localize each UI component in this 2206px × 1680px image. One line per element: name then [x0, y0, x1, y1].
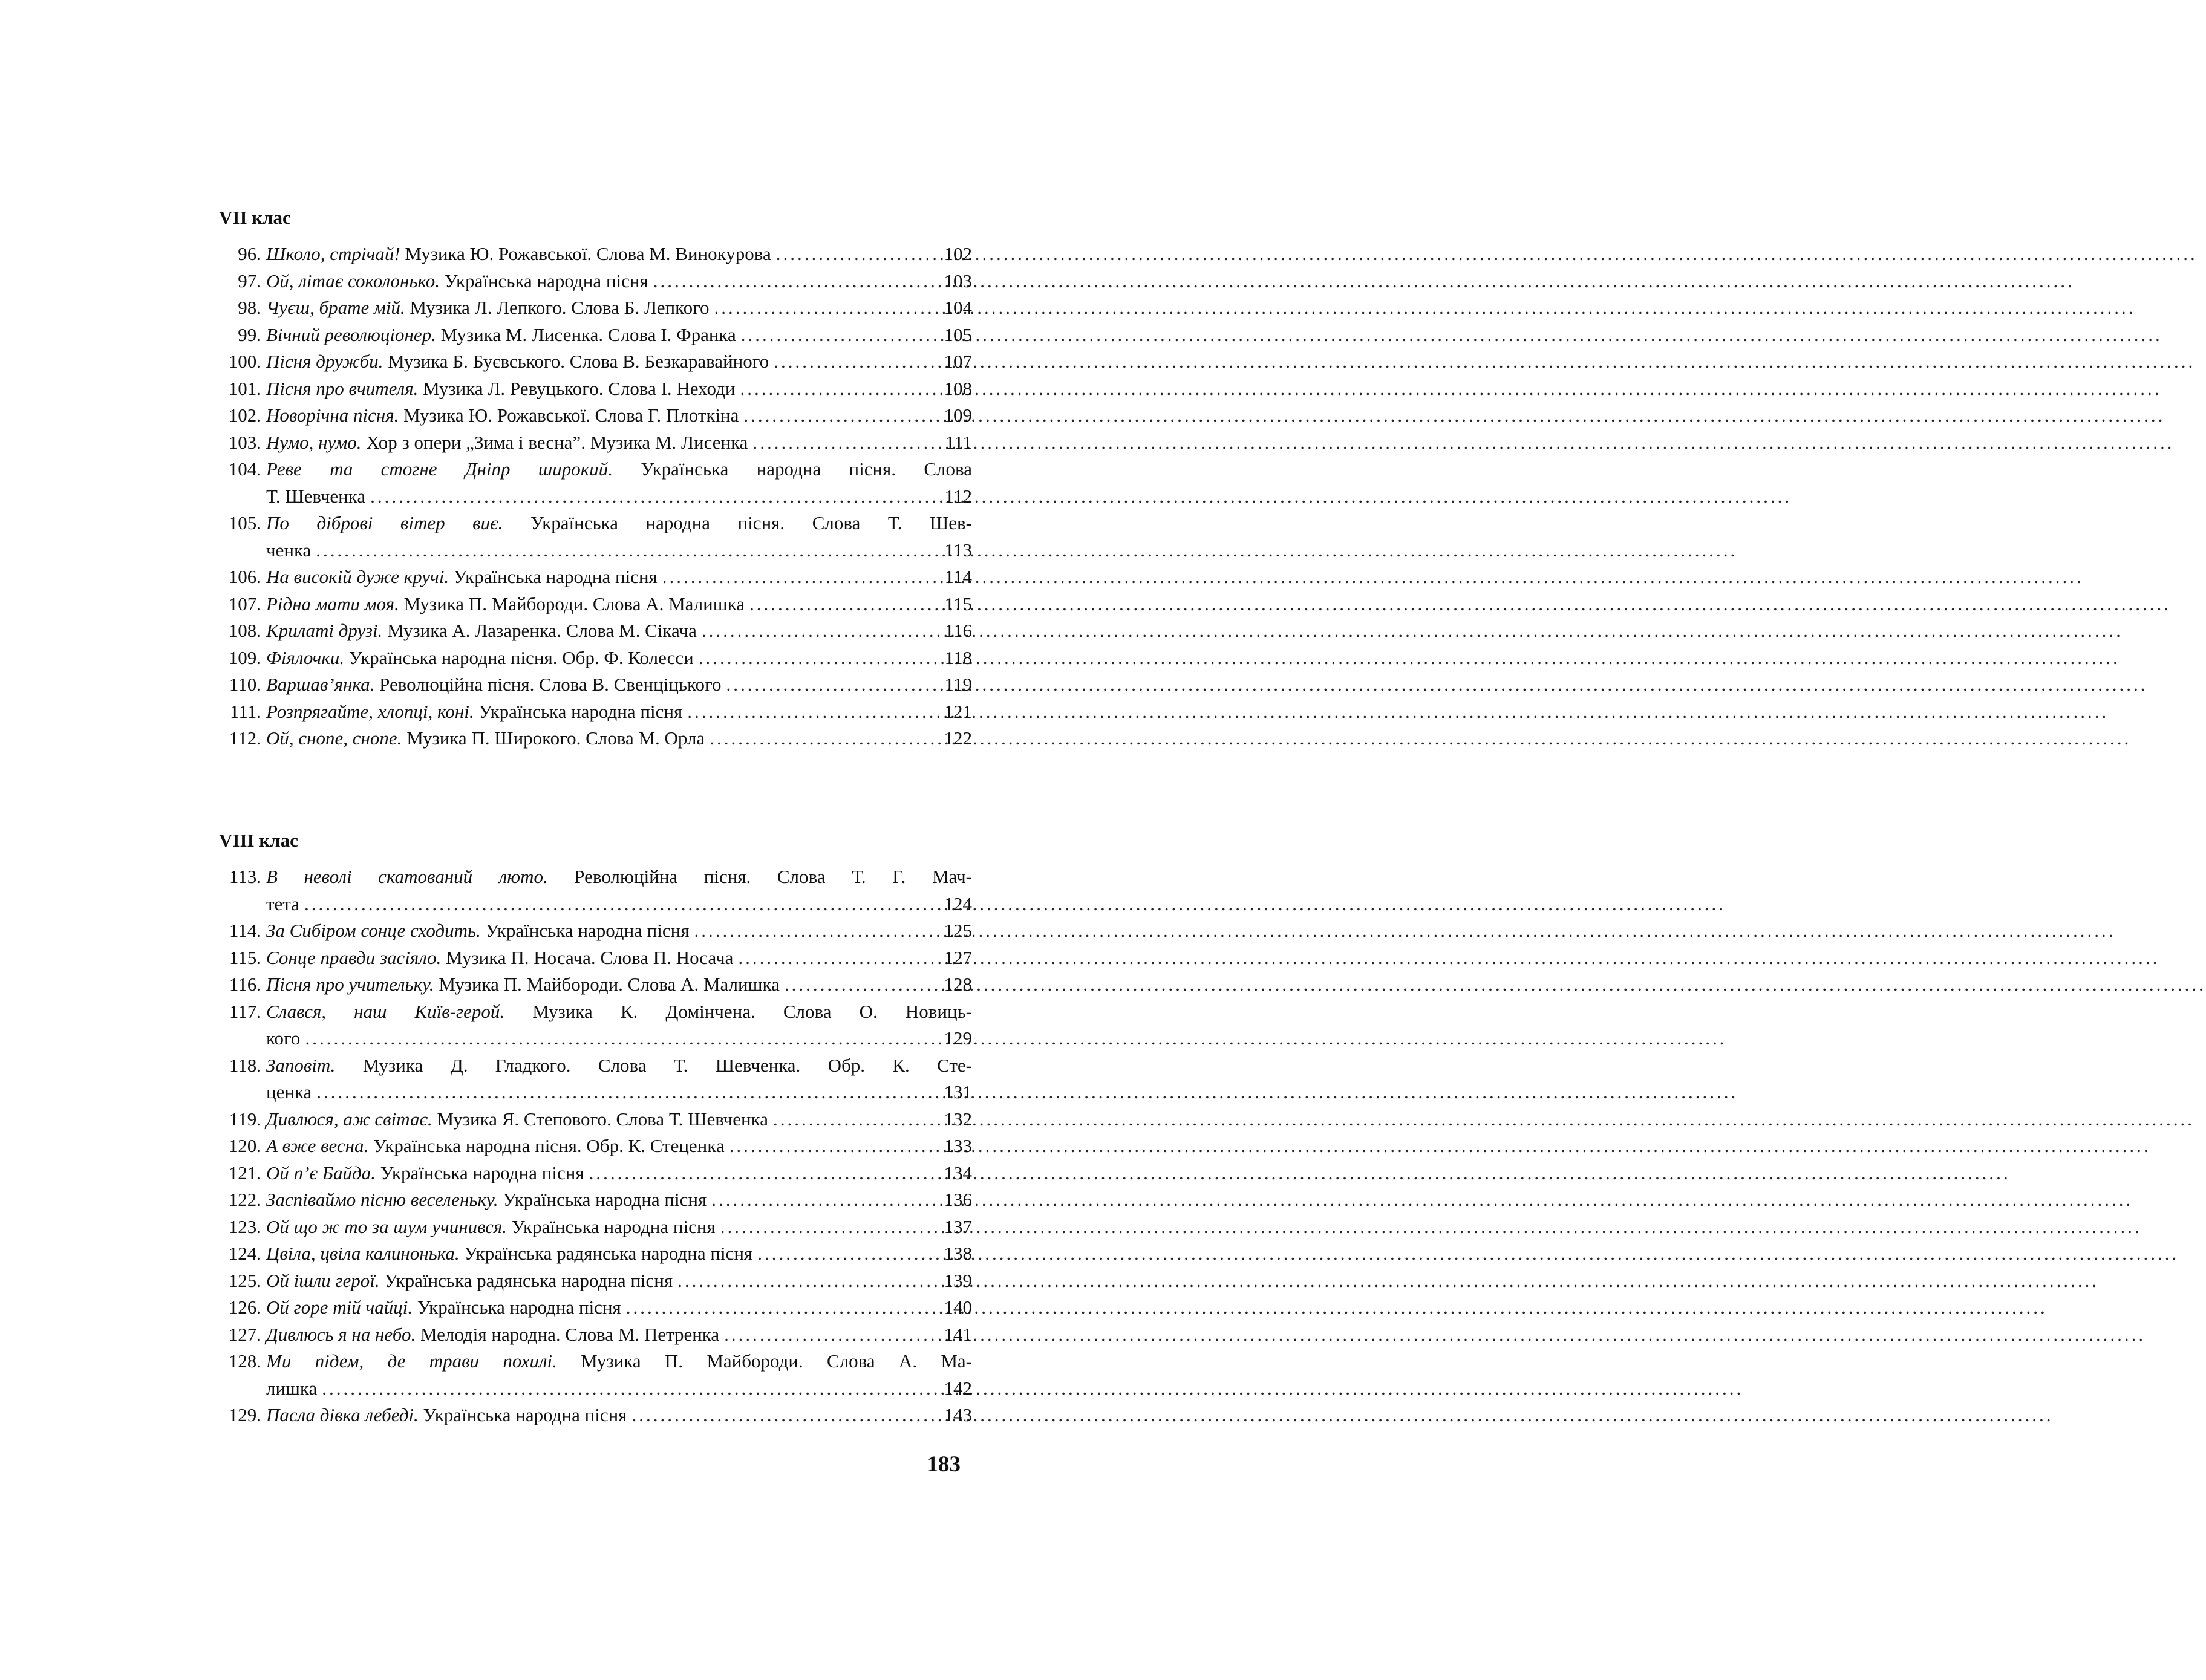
entry-text	[266, 917, 689, 945]
entry-text	[266, 268, 648, 295]
entry-details: Українська народна пісня. Обр. Ф. Колесси	[348, 646, 694, 668]
entry-line	[266, 698, 972, 726]
entry-title: Заспіваймо пісню веселеньку.	[266, 1189, 498, 1210]
entry-text	[266, 402, 739, 429]
entry-number: 114.	[229, 920, 261, 941]
toc-entry	[219, 295, 972, 322]
entry-text	[266, 564, 658, 591]
toc-entry	[219, 998, 972, 1052]
entry-page: 105	[944, 324, 972, 345]
toc-entry	[219, 564, 972, 591]
entry-first-line	[266, 998, 972, 1026]
entry-page: 140	[944, 1297, 972, 1318]
entry-title: Сонце правди засіяло.	[266, 946, 442, 968]
entry-details: Музика П. Майбороди. Слова А. Малишка	[439, 974, 780, 995]
entry-page: 124	[944, 893, 972, 914]
entry-title: В неволі скатований люто.	[266, 866, 548, 887]
entry-first-line	[266, 1348, 972, 1375]
entry-continuation: лишка	[266, 1377, 318, 1399]
toc-entry	[219, 1268, 972, 1295]
entry-first-line	[266, 864, 972, 891]
section-viii	[219, 829, 972, 1429]
entry-line	[266, 564, 972, 591]
entry-page: 128	[944, 974, 972, 995]
entry-title: Пісня про учительку.	[266, 974, 434, 995]
entry-continuation: тета	[266, 893, 299, 914]
dot-leader	[714, 295, 933, 322]
entry-title: Реве та стогне Дніпр широкий.	[266, 458, 613, 480]
entry-text	[266, 1321, 719, 1349]
entry-text	[266, 1187, 707, 1214]
toc-entry	[219, 864, 972, 917]
entry-line	[266, 725, 972, 752]
entry-details: Українська народна пісня	[485, 920, 690, 941]
dot-leader	[305, 1025, 933, 1052]
entry-text	[266, 1133, 725, 1160]
entry-first-line	[266, 1052, 972, 1079]
entry-title: Ой, снопе, снопе.	[266, 728, 402, 749]
entry-details: Музика Ю. Рожавської. Слова Г. Плоткіна	[403, 405, 739, 426]
entry-details: Українська народна пісня. Слова Т. Шев-	[530, 512, 973, 533]
entry-line	[266, 295, 972, 322]
entry-page: 134	[944, 1162, 972, 1183]
entry-page: 108	[944, 377, 972, 399]
entry-title: Ой п’є Байда.	[266, 1162, 376, 1183]
entry-title: Пісня дружби.	[266, 351, 383, 372]
entry-details: Українська радянська народна пісня	[464, 1243, 753, 1264]
entry-line	[266, 617, 972, 645]
entry-line	[266, 268, 972, 295]
entry-line	[266, 348, 972, 376]
entry-title: Крилаті друзі.	[266, 620, 383, 641]
toc-entry	[219, 1321, 972, 1349]
entry-page: 113	[944, 539, 972, 561]
entry-page: 141	[944, 1323, 972, 1345]
entry-continuation-line	[266, 891, 972, 918]
entry-details: Українська народна пісня	[423, 1404, 627, 1425]
toc-entry	[219, 348, 972, 376]
entry-line	[266, 971, 972, 998]
toc-entry	[219, 645, 972, 672]
entry-page: 114	[944, 566, 972, 587]
entry-continuation: ченка	[266, 539, 312, 561]
entry-title: Варшав’янка.	[266, 674, 375, 695]
entry-number: 112.	[229, 728, 261, 749]
entry-number: 120.	[228, 1135, 261, 1156]
toc-entry	[219, 241, 972, 268]
entry-text	[266, 671, 721, 698]
entry-title: Вічний революціонер.	[266, 324, 436, 345]
entry-number: 119.	[229, 1108, 261, 1130]
entry-title: Пісня про вчителя.	[266, 377, 419, 399]
entry-page: 132	[944, 1108, 972, 1130]
entry-number: 96.	[238, 243, 261, 264]
entry-details: Музика Ю. Рожавської. Слова М. Винокурова	[405, 243, 771, 264]
entry-first-line	[266, 456, 972, 483]
toc-entry	[219, 945, 972, 972]
toc-entry	[219, 1214, 972, 1241]
entry-continuation-line	[266, 483, 972, 510]
entry-page: 129	[944, 1027, 972, 1049]
entry-number: 128.	[228, 1350, 261, 1372]
entry-title: Нумо, нумо.	[266, 431, 362, 453]
dot-leader	[699, 645, 933, 672]
entry-number: 111.	[230, 700, 261, 722]
entry-line	[266, 1321, 972, 1349]
entry-page: 104	[944, 297, 972, 318]
entry-page: 109	[944, 405, 972, 426]
entry-text	[266, 1402, 627, 1429]
entry-number: 106.	[228, 566, 261, 587]
toc-entry	[219, 617, 972, 645]
toc-entry	[219, 698, 972, 726]
toc-entry	[219, 591, 972, 618]
entry-line	[266, 322, 972, 349]
toc-entry	[219, 1240, 972, 1268]
dot-leader	[776, 241, 933, 268]
entry-number: 117.	[229, 1000, 261, 1022]
entry-text	[266, 1268, 673, 1295]
entry-number: 121.	[228, 1162, 261, 1183]
entry-page: 127	[944, 946, 972, 968]
toc-entry	[219, 1402, 972, 1429]
dot-leader	[694, 917, 933, 945]
dot-leader	[729, 1133, 933, 1160]
dot-leader	[370, 483, 933, 510]
entry-number: 126.	[228, 1297, 261, 1318]
dot-leader	[741, 322, 933, 349]
entry-text	[266, 645, 694, 672]
toc-entry	[219, 1106, 972, 1133]
entry-number: 129.	[228, 1404, 261, 1425]
entry-text	[266, 322, 736, 349]
entry-continuation: Т. Шевченка	[266, 485, 366, 507]
entry-details: Українська народна пісня. Обр. К. Стеценка	[373, 1135, 725, 1156]
entry-line	[266, 945, 972, 972]
entry-page: 116	[944, 620, 972, 641]
dot-leader	[589, 1160, 933, 1187]
entry-text	[266, 591, 745, 618]
entry-details: Українська народна пісня	[417, 1297, 621, 1318]
entry-continuation: кого	[266, 1027, 301, 1049]
entry-text	[266, 1160, 584, 1187]
entry-text	[266, 376, 735, 403]
toc-entry	[219, 1133, 972, 1160]
entry-text	[266, 1106, 768, 1133]
dot-leader	[773, 1106, 933, 1133]
entry-number: 110.	[229, 674, 261, 695]
entry-page: 103	[944, 270, 972, 291]
entry-details: Українська народна пісня	[444, 270, 648, 291]
entry-page: 102	[944, 243, 972, 264]
entry-page: 111	[945, 431, 972, 453]
entry-details: Українська народна пісня	[380, 1162, 584, 1183]
entry-page: 115	[944, 593, 972, 614]
entry-text	[266, 698, 682, 726]
entry-number: 122.	[228, 1189, 261, 1210]
dot-leader	[316, 537, 933, 564]
entry-details: Музика К. Домінчена. Слова О. Новиць-	[532, 1000, 973, 1022]
entry-details: Музика М. Лисенка. Слова І. Франка	[440, 324, 736, 345]
entry-text	[266, 617, 697, 645]
entry-number: 124.	[228, 1243, 261, 1264]
entry-text	[266, 725, 705, 752]
entry-details: Музика Я. Степового. Слова Т. Шевченка	[437, 1108, 768, 1130]
entry-page: 137	[944, 1216, 972, 1237]
entry-page: 107	[944, 351, 972, 372]
entry-line	[266, 671, 972, 698]
entry-title: Пасла дівка лебеді.	[266, 1404, 419, 1425]
dot-leader	[653, 268, 933, 295]
entry-line	[266, 241, 972, 268]
entry-details: Революційна пісня. Слова Т. Г. Мач-	[574, 866, 972, 887]
entry-number: 116.	[229, 974, 261, 995]
entry-number: 102.	[228, 405, 261, 426]
section-heading: VII клас	[219, 207, 291, 228]
entry-number: 118.	[229, 1054, 261, 1076]
entry-text	[266, 295, 710, 322]
entry-continuation-line	[266, 1025, 972, 1052]
entry-page: 122	[944, 728, 972, 749]
entry-text	[266, 1294, 621, 1321]
entry-number: 107.	[228, 593, 261, 614]
dot-leader	[740, 376, 933, 403]
entry-line	[266, 1214, 972, 1241]
entry-line	[266, 1402, 972, 1429]
entry-details: Хор з опери „Зима і весна”. Музика М. Лисенка	[366, 431, 748, 453]
dot-leader	[752, 429, 933, 457]
dot-leader	[720, 1214, 933, 1241]
dot-leader	[702, 617, 933, 645]
entry-details: Українська народна пісня	[453, 566, 658, 587]
entry-title: За Сибіром сонце сходить.	[266, 920, 481, 941]
entry-details: Українська народна пісня	[511, 1216, 716, 1237]
entry-title: Фіялочки.	[266, 646, 345, 668]
section-vii	[219, 206, 972, 752]
entry-text	[266, 971, 780, 998]
entry-details: Музика Л. Лепкого. Слова Б. Лепкого	[410, 297, 710, 318]
entry-title: Ой, літає соколонько.	[266, 270, 440, 291]
entry-number: 98.	[238, 297, 261, 318]
entry-page: 118	[944, 646, 972, 668]
entry-title: Дивлюсь я на небо.	[266, 1323, 416, 1345]
dot-leader	[687, 698, 933, 726]
entry-number: 103.	[228, 431, 261, 453]
toc-entry	[219, 671, 972, 698]
entry-details: Музика Л. Ревуцького. Слова І. Неходи	[423, 377, 736, 399]
entry-title: Ой що ж то за шум учинився.	[266, 1216, 507, 1237]
dot-leader	[322, 1375, 933, 1402]
entry-details: Музика Б. Буєвського. Слова В. Безкаравайного	[388, 351, 769, 372]
entry-line	[266, 1294, 972, 1321]
entry-first-line	[266, 510, 972, 537]
toc-entry	[219, 1052, 972, 1106]
entries-list	[219, 864, 972, 1429]
entry-page: 136	[944, 1189, 972, 1210]
dot-leader	[774, 348, 933, 376]
dot-leader	[785, 971, 933, 998]
entry-number: 105.	[228, 512, 261, 533]
entry-details: Музика Д. Гладкого. Слова Т. Шевченка. Обр. К. Сте-	[362, 1054, 972, 1076]
entry-number: 97.	[238, 270, 261, 291]
toc-entry	[219, 429, 972, 457]
entry-text	[266, 1214, 716, 1241]
toc-entry	[219, 971, 972, 998]
entry-details: Музика П. Носача. Слова П. Носача	[446, 946, 734, 968]
entry-line	[266, 429, 972, 457]
dot-leader	[662, 564, 933, 591]
entry-page: 119	[944, 674, 972, 695]
entry-title: Цвіла, цвіла калинонька.	[266, 1243, 460, 1264]
entry-continuation: ценка	[266, 1081, 312, 1102]
entry-details: Музика П. Майбороди. Слова А. Малишка	[403, 593, 745, 614]
entry-text	[266, 1240, 752, 1268]
entry-line	[266, 591, 972, 618]
entry-line	[266, 1187, 972, 1214]
dot-leader	[726, 671, 933, 698]
dot-leader	[738, 945, 933, 972]
toc-entry	[219, 376, 972, 403]
toc-entry	[219, 1294, 972, 1321]
dot-leader	[304, 891, 933, 918]
entry-line	[266, 402, 972, 429]
dot-leader	[757, 1240, 933, 1268]
dot-leader	[631, 1402, 933, 1429]
entry-text	[266, 945, 733, 972]
entry-continuation-line	[266, 1375, 972, 1402]
entry-page: 133	[944, 1135, 972, 1156]
entry-details: Українська радянська народна пісня	[384, 1269, 673, 1291]
toc-entry	[219, 725, 972, 752]
entry-line	[266, 376, 972, 403]
dot-leader	[316, 1079, 933, 1106]
entry-line	[266, 1268, 972, 1295]
entry-details: Музика П. Майбороди. Слова А. Ма-	[581, 1350, 973, 1372]
entry-number: 113.	[229, 866, 261, 887]
entry-details: Мелодія народна. Слова М. Петренка	[420, 1323, 720, 1345]
entry-title: Чуєш, брате мій.	[266, 297, 405, 318]
entry-title: Ми підем, де трави похилі.	[266, 1350, 557, 1372]
toc-entry	[219, 1160, 972, 1187]
entry-title: Дивлюся, аж світає.	[266, 1108, 432, 1130]
entry-text	[266, 241, 771, 268]
entry-continuation-line	[266, 1079, 972, 1106]
dot-leader	[626, 1294, 933, 1321]
entry-line	[266, 1240, 972, 1268]
entry-line	[266, 917, 972, 945]
entry-details: Музика А. Лазаренка. Слова М. Сікача	[387, 620, 697, 641]
entry-details: Українська народна пісня. Слова	[641, 458, 972, 480]
entry-number: 101.	[228, 377, 261, 399]
toc-entry	[219, 1187, 972, 1214]
entry-page: 143	[944, 1404, 972, 1425]
entries-list	[219, 241, 972, 752]
entry-number: 99.	[238, 324, 261, 345]
entry-title: Ой ішли герої.	[266, 1269, 380, 1291]
entry-text	[266, 348, 769, 376]
entry-page: 112	[944, 485, 972, 507]
entry-title: А вже весна.	[266, 1135, 369, 1156]
entry-details: Українська народна пісня	[503, 1189, 707, 1210]
toc-entry	[219, 402, 972, 429]
entry-number: 123.	[228, 1216, 261, 1237]
entry-number: 127.	[228, 1323, 261, 1345]
entry-line	[266, 1106, 972, 1133]
dot-leader	[743, 402, 933, 429]
dot-leader	[677, 1268, 933, 1295]
toc-entry	[219, 1348, 972, 1402]
toc-entry	[219, 456, 972, 510]
entry-title: Рідна мати моя.	[266, 593, 399, 614]
entry-title: По діброві вітер виє.	[266, 512, 503, 533]
entry-details: Революційна пісня. Слова В. Свенціцького	[379, 674, 722, 695]
entry-title: Школо, стрічай!	[266, 243, 400, 264]
entry-page: 121	[944, 700, 972, 722]
entry-details: Українська народна пісня	[478, 700, 683, 722]
entry-text	[266, 429, 748, 457]
page-number: 183	[927, 1452, 961, 1477]
entry-title: Ой горе тій чайці.	[266, 1297, 413, 1318]
entry-line	[266, 1160, 972, 1187]
entry-title: Розпрягайте, хлопці, коні.	[266, 700, 474, 722]
entry-title: На високій дуже кручі.	[266, 566, 449, 587]
dot-leader	[724, 1321, 933, 1349]
entry-line	[266, 1133, 972, 1160]
entry-line	[266, 645, 972, 672]
toc-entry	[219, 322, 972, 349]
entry-title: Слався, наш Київ-герой.	[266, 1000, 505, 1022]
entry-number: 125.	[228, 1269, 261, 1291]
entry-number: 109.	[228, 646, 261, 668]
toc-entry	[219, 510, 972, 564]
entry-continuation-line	[266, 537, 972, 564]
entry-number: 100.	[228, 351, 261, 372]
toc-entry	[219, 268, 972, 295]
section-heading: VIII клас	[219, 830, 298, 851]
entry-page: 142	[944, 1377, 972, 1399]
entry-number: 104.	[228, 458, 261, 480]
toc-entry	[219, 917, 972, 945]
entry-page: 138	[944, 1243, 972, 1264]
entry-title: Новорічна пісня.	[266, 405, 399, 426]
entry-page: 139	[944, 1269, 972, 1291]
dot-leader	[710, 725, 933, 752]
entry-details: Музика П. Широкого. Слова М. Орла	[406, 728, 705, 749]
dot-leader	[711, 1187, 933, 1214]
entry-title: Заповіт.	[266, 1054, 336, 1076]
entry-page: 125	[944, 920, 972, 941]
entry-page: 131	[944, 1081, 972, 1102]
dot-leader	[749, 591, 933, 618]
entry-number: 108.	[228, 620, 261, 641]
entry-number: 115.	[229, 946, 261, 968]
